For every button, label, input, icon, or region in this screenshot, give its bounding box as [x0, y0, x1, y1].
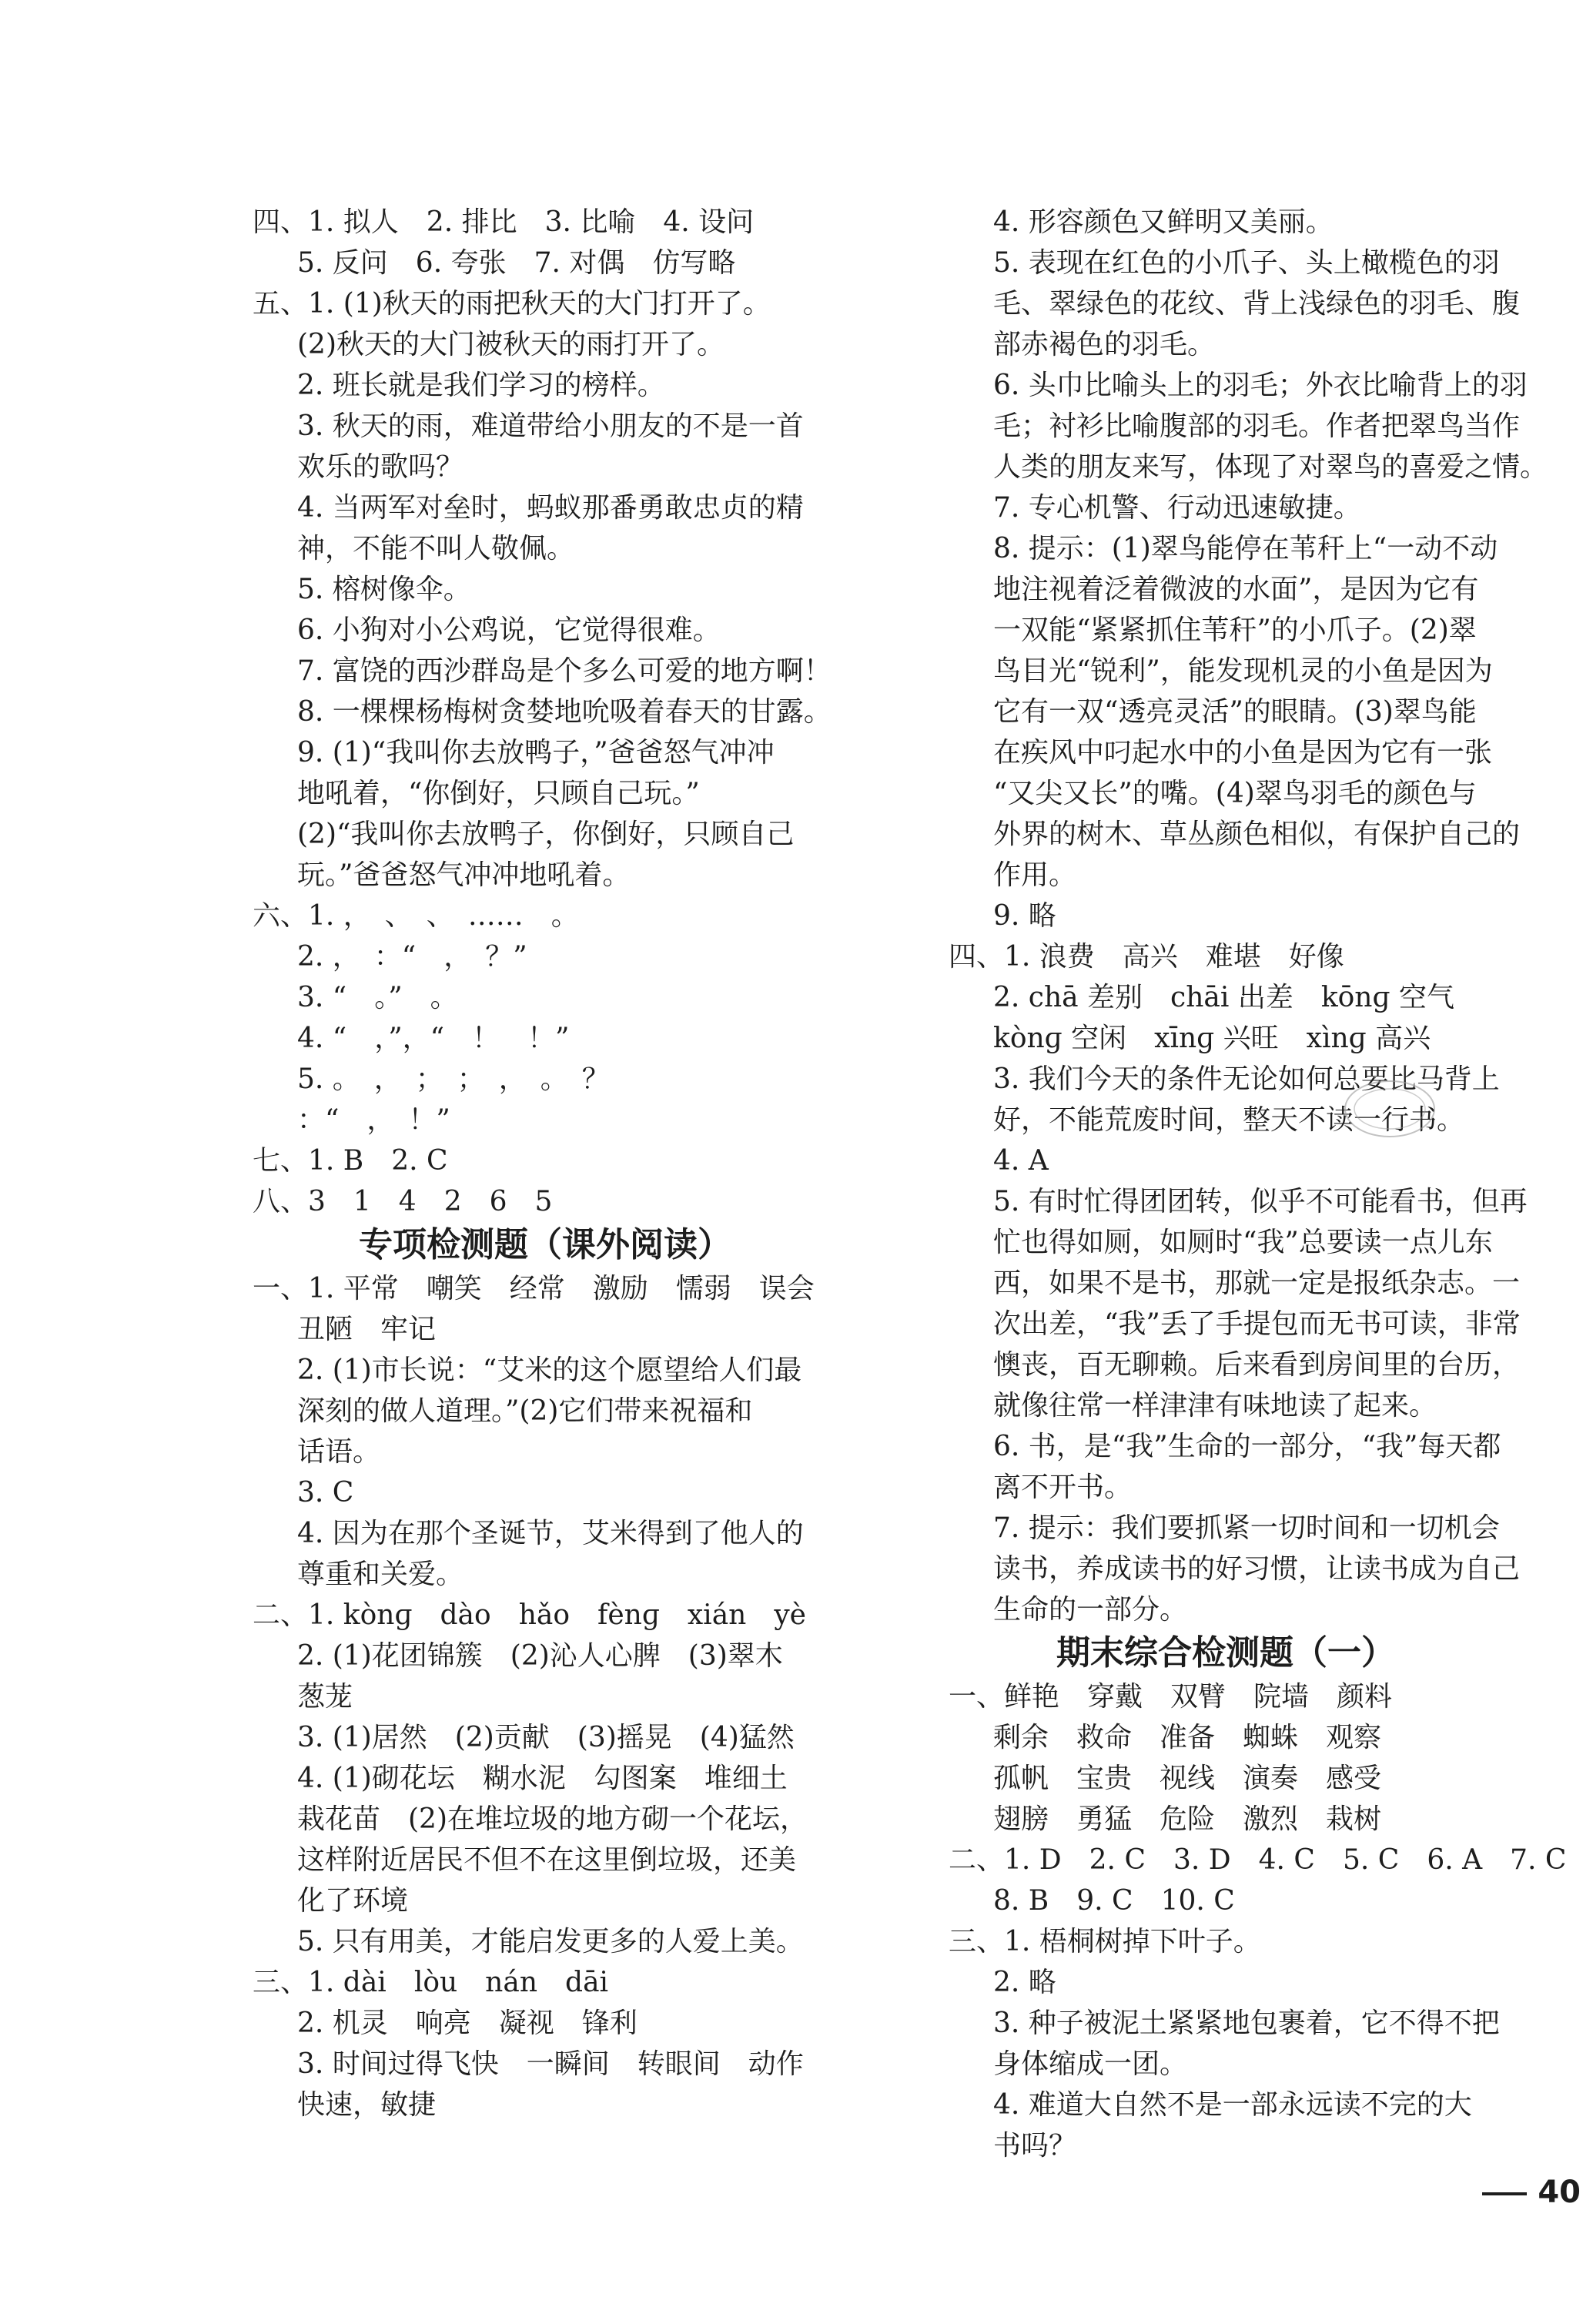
answer-line: 七、1. B 2. C: [253, 1145, 448, 1177]
publisher-stamp-icon: [1340, 1074, 1440, 1144]
answer-line: 2. chā 差别 chāi 出差 kōnɡ 空气: [993, 982, 1454, 1013]
answer-line: 4. A: [993, 1145, 1049, 1177]
answer-line: 3. 秋天的雨，难道带给小朋友的不是一首: [297, 410, 804, 442]
answer-line: 地吼着，“你倒好，只顾自己玩。”: [297, 778, 700, 809]
answer-line: 4. 难道大自然不是一部永远读不完的大: [993, 2089, 1472, 2121]
page-number-value: 40: [1538, 2175, 1581, 2210]
answer-line: 二、1. kònɡ dào hǎo fènɡ xián yè: [253, 1599, 806, 1631]
answer-line: 鸟目光“锐利”，能发现机灵的小鱼是因为: [993, 655, 1493, 687]
answer-line: 2. (1)市长说：“艾米的这个愿望给人们最: [297, 1355, 802, 1386]
answer-line: 这样附近居民不但不在这里倒垃圾，还美: [297, 1844, 797, 1876]
answer-line: 3. “ 。” 。: [297, 982, 458, 1013]
answer-line: 毛、翠绿色的花纹、背上浅绿色的羽毛、腹: [993, 288, 1521, 320]
answer-line: 5. 榕树像伞。: [297, 574, 471, 605]
answer-line: 一、鲜艳 穿戴 双臂 院墙 颜料: [949, 1681, 1393, 1713]
answer-line: 9. (1)“我叫你去放鸭子，”爸爸怒气冲冲: [297, 737, 775, 769]
answer-line: 葱茏: [297, 1681, 353, 1713]
answer-line: 6. 小狗对小公鸡说，它觉得很难。: [297, 614, 721, 646]
answer-line: 人类的朋友来写，体现了对翠鸟的喜爱之情。: [993, 451, 1548, 483]
answer-line: 五、1. (1)秋天的雨把秋天的大门打开了。: [253, 288, 771, 320]
answer-line: 部赤褐色的羽毛。: [993, 329, 1216, 360]
answer-line: 它有一双“透亮灵活”的眼睛。(3)翠鸟能: [993, 696, 1477, 728]
answer-line: 3. 我们今天的条件无论如何总要比马背上: [993, 1063, 1500, 1095]
answer-line: 2. 机灵 响亮 凝视 锋利: [297, 2008, 638, 2039]
right-answers-block: [949, 202, 1548, 1630]
answer-line: 次出差，“我”丢了手提包而无书可读，非常: [993, 1308, 1521, 1340]
answer-line: 西，如果不是书，那就一定是报纸杂志。一: [993, 1267, 1521, 1299]
answer-line: 4. 形容颜色又鲜明又美丽。: [993, 206, 1334, 238]
answer-line: 地注视着泛着微波的水面”，是因为它有: [993, 574, 1479, 605]
answer-line: 3. 种子被泥土紧紧地包裹着，它不得不把: [993, 2008, 1500, 2039]
answer-line: 2. 班长就是我们学习的榜样。: [297, 370, 665, 401]
answer-line: 懊丧，百无聊赖。后来看到房间里的台历，: [993, 1349, 1521, 1381]
answer-line: 7. 专心机警、行动迅速敏捷。: [993, 492, 1361, 524]
answer-line: 四、1. 浪费 高兴 难堪 好像: [949, 941, 1344, 973]
answer-line: 孤帆 宝贵 视线 演奏 感受: [993, 1763, 1382, 1794]
answer-line: 8. 提示：(1)翠鸟能停在苇秆上“一动不动: [993, 533, 1498, 564]
page-number-dash: [1482, 2192, 1527, 2195]
answer-line: 剩余 救命 准备 蜘蛛 观察: [993, 1722, 1382, 1753]
answer-line: 好，不能荒废时间，整天不读一行书。: [993, 1104, 1465, 1136]
answer-line: 5. 反问 6. 夸张 7. 对偶 仿写略: [297, 247, 736, 279]
answer-line: 毛；衬衫比喻腹部的羽毛。作者把翠鸟当作: [993, 410, 1521, 442]
answer-line: 外界的树木、草丛颜色相似，有保护自己的: [993, 819, 1521, 850]
answer-line: 4. 当两军对垒时，蚂蚁那番勇敢忠贞的精: [297, 492, 804, 524]
answer-line: 二、1. D 2. C 3. D 4. C 5. C 6. A 7. C: [949, 1844, 1567, 1876]
answer-line: 快速，敏捷: [297, 2089, 437, 2121]
answer-line: 5. 有时忙得团团转，似乎不可能看书，但再: [993, 1186, 1528, 1217]
section-title-final-exam: 期末综合检测题（一）: [1056, 1633, 1395, 1673]
answer-line: 尊重和关爱。: [297, 1559, 464, 1590]
answer-line: 就像往常一样津津有味地读了起来。: [993, 1390, 1437, 1422]
answer-line: 7. 富饶的西沙群岛是个多么可爱的地方啊！: [297, 655, 832, 687]
answer-line: 2. 略: [993, 1967, 1056, 1998]
right-answers-block-2: [949, 1676, 1567, 2166]
answer-line: 一双能“紧紧抓住苇秆”的小爪子。(2)翠: [993, 614, 1477, 646]
left-answers-block-2: [253, 1268, 838, 2125]
answer-line: 8. B 9. C 10. C: [993, 1885, 1235, 1917]
answer-line: 忙也得如厕，如厕时“我”总要读一点儿东: [993, 1227, 1493, 1258]
left-answers-block: [253, 202, 838, 1222]
right-column: [949, 202, 1567, 2166]
answer-line: 神，不能不叫人敬佩。: [297, 533, 575, 564]
answer-line: 化了环境: [297, 1885, 409, 1917]
page-number: [1440, 2139, 1581, 2245]
answer-line: 4. (1)砌花坛 糊水泥 勾图案 堆细土: [297, 1763, 788, 1794]
answer-line: 离不开书。: [993, 1472, 1133, 1503]
answer-line: 5. 表现在红色的小爪子、头上橄榄色的羽: [993, 247, 1500, 279]
answer-line: 2. ， ：“ ， ？”: [297, 941, 527, 973]
answer-line: 读书，养成读书的好习惯，让读书成为自己: [993, 1553, 1521, 1585]
answer-line: 5. 只有用美，才能启发更多的人爱上美。: [297, 1926, 804, 1957]
answer-line: 栽花苗 (2)在堆垃圾的地方砌一个花坛，: [297, 1803, 808, 1835]
answer-line: 4. 因为在那个圣诞节，艾米得到了他人的: [297, 1518, 804, 1549]
answer-line: 三、1. dài lòu nán dāi: [253, 1967, 609, 1998]
answer-line: 2. (1)花团锦簇 (2)沁人心脾 (3)翠木: [297, 1640, 783, 1672]
answer-line: 八、3 1 4 2 6 5: [253, 1186, 553, 1217]
answer-line: (2)“我叫你去放鸭子，你倒好，只顾自己: [297, 819, 795, 850]
answer-line: 3. 时间过得飞快 一瞬间 转眼间 动作: [297, 2048, 804, 2080]
answer-line: 8. 一棵棵杨梅树贪婪地吮吸着春天的甘露。: [297, 696, 832, 728]
answer-line: 6. 书，是“我”生命的一部分，“我”每天都: [993, 1431, 1501, 1462]
answer-line: (2)秋天的大门被秋天的雨打开了。: [297, 329, 725, 360]
answer-line: 3. (1)居然 (2)贡献 (3)摇晃 (4)猛然: [297, 1722, 795, 1753]
answer-line: “又尖又长”的嘴。(4)翠鸟羽毛的颜色与: [993, 778, 1477, 809]
answer-line: 生命的一部分。: [993, 1594, 1188, 1626]
answer-line: 9. 略: [993, 900, 1056, 932]
section-title-extracurricular-reading: 专项检测题（课外阅读）: [359, 1225, 731, 1264]
answer-line: 深刻的做人道理。”(2)它们带来祝福和: [297, 1395, 753, 1427]
answer-line: 在疾风中叼起水中的小鱼是因为它有一张: [993, 737, 1493, 769]
answer-line: 四、1. 拟人 2. 排比 3. 比喻 4. 设问: [253, 206, 755, 238]
answer-line: 三、1. 梧桐树掉下叶子。: [949, 1926, 1261, 1957]
answer-line: 6. 头巾比喻头上的羽毛；外衣比喻背上的羽: [993, 370, 1528, 401]
answer-line: ：“ ， ！”: [297, 1104, 450, 1136]
answer-line: kònɡ 空闲 xīnɡ 兴旺 xìnɡ 高兴: [993, 1023, 1431, 1054]
answer-line: 丑陋 牢记: [297, 1314, 437, 1345]
answer-line: 5. 。 ， ； ； ， 。 ？: [297, 1063, 610, 1095]
left-column: [253, 202, 838, 2125]
answer-line: 4. “ ，”，“ ！ ！”: [297, 1023, 570, 1054]
answer-line: 玩。”爸爸怒气冲冲地吼着。: [297, 859, 631, 891]
answer-line: 7. 提示：我们要抓紧一切时间和一切机会: [993, 1512, 1500, 1544]
answer-line: 3. C: [297, 1477, 354, 1509]
answer-line: 书吗？: [993, 2130, 1077, 2162]
answer-line: 身体缩成一团。: [993, 2048, 1188, 2080]
answer-line: 翅膀 勇猛 危险 激烈 栽树: [993, 1803, 1382, 1835]
answer-line: 一、1. 平常 嘲笑 经常 激励 懦弱 误会: [253, 1273, 815, 1304]
answer-line: 欢乐的歌吗？: [297, 451, 464, 483]
answer-line: 六、1. ， 、 、 …… 。: [253, 900, 579, 932]
answer-line: 作用。: [993, 859, 1077, 891]
answer-line: 话语。: [297, 1436, 381, 1468]
